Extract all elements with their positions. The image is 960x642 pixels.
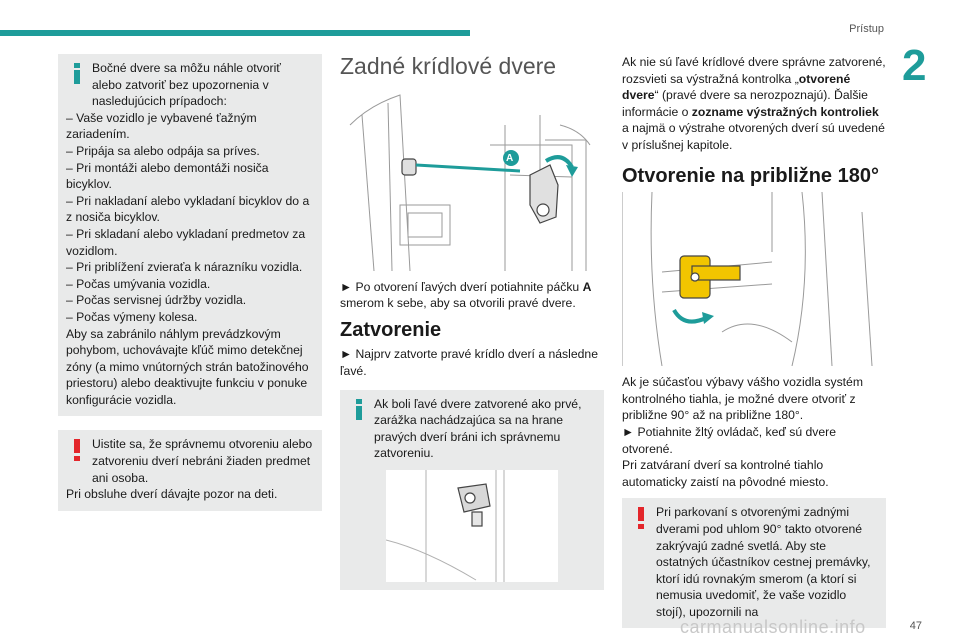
warning-note-parking-text: Pri parkovaní s otvorenými zadnými dverami pod uhlom 90° takto otvorené zakrývajú zadné svetlá. Aby ste ostatných účastníkov cestnej premávky, ktorí idú rovnakým smerom (a ktorí si nemusia uvedomiť, že vaše vozidlo stojí), upozornili na — [656, 505, 871, 619]
info-note-intro: Bočné dvere sa môžu náhle otvoriť alebo zatvoriť bez upozornenia v nasledujúcich prípadoch: — [92, 61, 281, 109]
warning-note-parking — [622, 498, 886, 628]
step-close-doors: ► Najprv zatvorte pravé krídlo dverí a následne ľavé. — [340, 347, 598, 378]
door-lever-drawing — [340, 85, 604, 271]
closing-title: Zatvorenie — [340, 318, 442, 341]
warning-note — [58, 430, 322, 510]
watermark: carmanualsonline.info — [680, 617, 866, 637]
info-note — [58, 54, 322, 416]
rear-doors-title: Zadné krídlové dvere — [340, 53, 557, 79]
info-note-closing — [340, 390, 604, 590]
step-open-right-door: ► Po otvorení ľavých dverí potiahnite páčku A smerom k sebe, aby sa otvorili pravé dvere. — [340, 279, 592, 311]
warning-icon — [70, 439, 84, 461]
header-accent-bar — [0, 30, 470, 36]
warning-icon — [634, 507, 648, 529]
page-number: 47 — [909, 620, 922, 632]
info-note-closing-text: Ak boli ľavé dvere zatvorené ako prvé, zarážka nachádzajúca sa na hrane pravých dverí bráni ich správnemu zatvoreniu. — [374, 396, 582, 461]
auto-lock-paragraph: Pri zatváraní dverí sa kontrolné tiahlo automaticky zaistí na pôvodné miesto. — [622, 458, 829, 489]
chapter-number: 2 — [902, 41, 927, 90]
door-stop-illustration — [386, 470, 558, 582]
section-title: Prístup — [849, 23, 884, 35]
check-strap-illustration — [622, 192, 886, 366]
info-icon — [70, 63, 84, 83]
open-180-title: Otvorenie na približne 180° — [622, 164, 879, 187]
warning-lamp-paragraph: Ak nie sú ľavé krídlové dvere správne zatvorené, rozsvieti sa výstražná kontrolka „otvorené dvere“ (pravé dvere sa nerozpoznajú). Ďalšie informácie o zozname výstražných kontroliek a najmä o výstrahe otvorených dverí sú uvedené v príslušnej kapitole. — [622, 55, 886, 152]
column-3 — [622, 54, 886, 642]
warning-note-text: Pri obsluhe dverí dávajte pozor na deti. — [66, 487, 278, 502]
check-strap-paragraph: Ak je súčasťou výbavy vášho vozidla systém kontrolného tiahla, je možné dvere otvoriť z približne 90° až na približne 180°. — [622, 375, 863, 423]
column-1 — [58, 54, 322, 525]
column-2 — [340, 54, 604, 604]
door-lever-illustration — [340, 85, 604, 271]
info-icon — [352, 399, 366, 419]
door-stop-drawing — [386, 470, 558, 582]
step-pull-yellow-control: ► Potiahnite žltý ovládač, keď sú dvere otvorené. — [622, 424, 836, 456]
info-note-text: – Vaše vozidlo je vybavené ťažným zariadením. – Pripája sa alebo odpája sa príves. – Pri montáži alebo demontáži nosiča bicyklov. – Pri nakladaní alebo vykladaní bicyklov do a z nosiča bicyklov. – Pri skladaní alebo vykladaní predmetov za vozidlom. – Pri priblížení zvieraťa k nárazníku vozidla. – Počas umývania vozidla. – Počas servisnej údržby vozidla. – Počas výmeny kolesa. Aby sa zabránilo náhlym prevádzkovým pohybom, uchovávajte kľúč mimo detekčnej zóny (a mimo vnútorných strán batožinového priestoru) alebo deaktivujte funkciu v ponuke konfigurácie vozidla. — [66, 110, 310, 407]
check-strap-drawing — [622, 192, 886, 366]
warning-note-intro: Uistite sa, že správnemu otvoreniu alebo zatvoreniu dverí nebráni žiaden predmet ani osoba. — [92, 437, 313, 485]
callout-label-a: A — [506, 152, 514, 164]
